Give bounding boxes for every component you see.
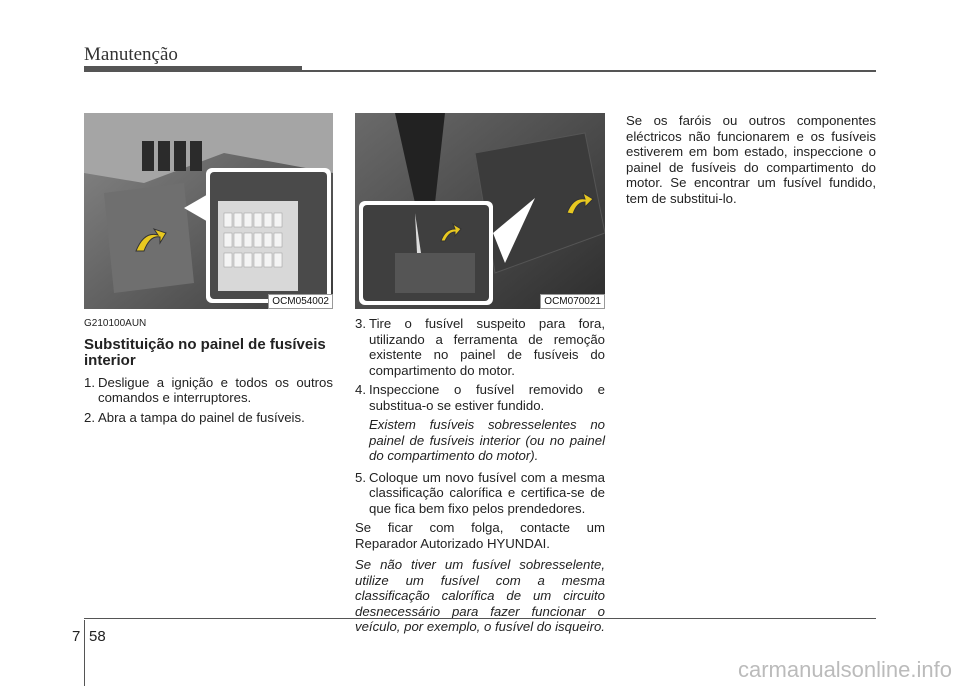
watermark: carmanualsonline.info [737,657,952,682]
step-number: 4. [355,382,366,397]
spare-fuse-note: Existem fusíveis sobresselentes no painel de fusíveis interior (ou no painel do compartimento do motor). [369,417,605,463]
header-title: Manutenção [84,44,178,65]
header-rule-thin [302,70,876,72]
step-text: Tire o fusível suspeito para fora, utilizando a ferramenta de remoção existente no painel de fusíveis do compartimento do motor. [369,316,605,378]
engine-fuse-panel-photo [355,113,605,309]
step-text: Desligue a ignição e todos os outros comandos e interruptores. [98,374,333,405]
footer-rule [84,618,876,619]
photo-code-right: OCM070021 [540,294,605,309]
step-3 [355,316,605,378]
column-right [626,113,876,212]
step-text: Coloque um novo fusível com a mesma classificação calorífica e certifica-se de que fica bem fixo pelos prendedores. [369,469,605,516]
step-number: 2. [84,409,95,425]
chapter-number: 7 [72,628,81,645]
step-2 [84,410,333,426]
step-text: Inspeccione o fusível removido e substitua-o se estiver fundido. [369,382,605,413]
footer-divider [84,620,85,686]
headlight-paragraph: Se os faróis ou outros componentes eléctricos não funcionarem e os fusíveis estiverem em bom estado, inspeccione o painel de fusíveis do compartimento do motor. Se encontrar um fusível fundido, tem de substitui-lo. [626,113,876,206]
step-5 [355,470,605,517]
column-left [84,316,333,429]
section-heading: Substituição no painel de fusíveis interior [84,335,326,369]
photo-code-left: OCM054002 [268,294,333,309]
section-code: G210100AUN [84,318,147,329]
step-4 [355,382,605,413]
step-number: 5. [355,469,366,485]
step-number: 1. [84,374,95,390]
header-rule-thick [84,66,302,72]
page-number: 58 [89,628,106,645]
dealer-paragraph: Se ficar com folga, contacte um Reparador Autorizado HYUNDAI. [355,520,605,551]
column-middle [355,316,605,635]
step-1 [84,375,333,406]
step-number: 3. [355,316,366,331]
no-spare-paragraph: Se não tiver um fusível sobresselente, utilize um fusível com a mesma classificação calorífica de um circuito desnecessário para fazer funcionar o veículo, por exemplo, o fusível do isqueiro. [355,557,605,634]
step-text: Abra a tampa do painel de fusíveis. [98,409,305,425]
interior-fuse-panel-photo [84,113,333,309]
